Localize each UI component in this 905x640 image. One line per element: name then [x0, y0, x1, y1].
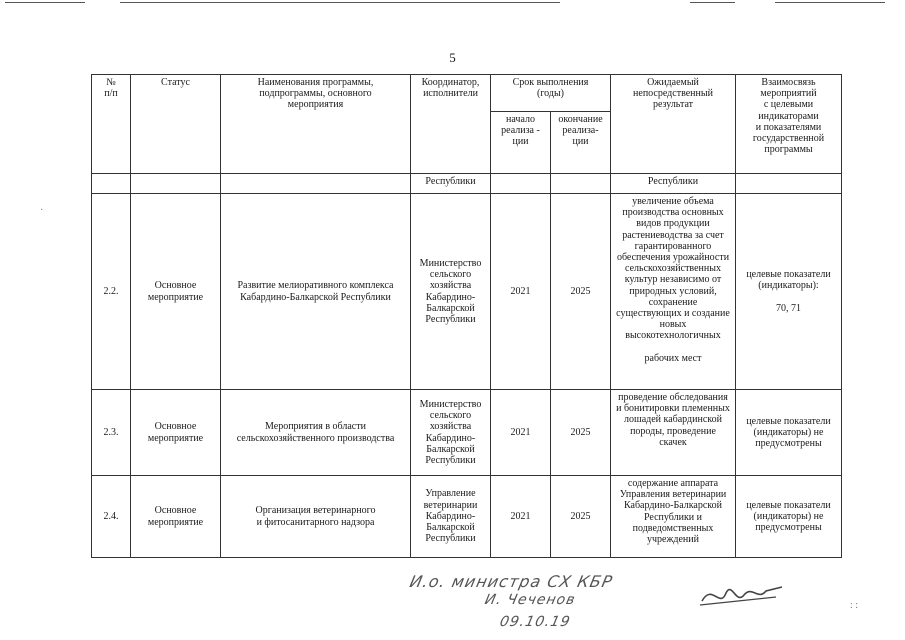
cell-coordinator: Министерство сельского хозяйства Кабардино- Балкарской Республики	[411, 194, 491, 390]
cell-empty	[131, 174, 221, 194]
scan-line	[5, 2, 85, 3]
cell-num: 2.2.	[92, 194, 131, 390]
header-result: Ожидаемый непосредственный результат	[611, 75, 736, 174]
cell-status: Основное мероприятие	[131, 476, 221, 558]
cell-coordinator: Управление ветеринарии Кабардино- Балкарской Республики	[411, 476, 491, 558]
cell-empty	[551, 174, 611, 194]
cell-empty	[491, 174, 551, 194]
table-row	[92, 476, 842, 558]
cell-link: целевые показатели (индикаторы) не предусмотрены	[736, 476, 842, 558]
signature	[696, 575, 786, 615]
cell-end: 2025	[551, 476, 611, 558]
cell-result: Республики	[611, 174, 736, 194]
header-link: Взаимосвязь мероприятий с целевыми индикаторами и показателями государственной программы	[736, 75, 842, 174]
cell-name: Развитие мелиоративного комплекса Кабардино-Балкарской Республики	[221, 194, 411, 390]
scan-speck: ·	[40, 205, 44, 216]
cell-start: 2021	[491, 390, 551, 476]
handwritten-position: И.о. министра СХ КБР	[407, 572, 615, 591]
header-name: Наименования программы, подпрограммы, основного мероприятия	[221, 75, 411, 174]
cell-empty	[736, 174, 842, 194]
cell-name: Мероприятия в области сельскохозяйственного производства	[221, 390, 411, 476]
scan-line	[690, 2, 735, 3]
header-num: № п/п	[92, 75, 131, 174]
measures-table	[91, 74, 842, 558]
header-end: окончание реализа- ции	[551, 112, 611, 174]
scan-line	[120, 2, 560, 3]
handwritten-date: 09.10.19	[498, 614, 573, 630]
scan-line	[775, 2, 885, 3]
header-status: Статус	[131, 75, 221, 174]
cell-result: содержание аппарата Управления ветеринарии Кабардино-Балкарской Республики и подведомственных учреждений	[611, 476, 736, 558]
header-coordinator: Координатор, исполнители	[411, 75, 491, 174]
cell-status: Основное мероприятие	[131, 390, 221, 476]
cell-coordinator: Министерство сельского хозяйства Кабардино- Балкарской Республики	[411, 390, 491, 476]
scan-speck: : :	[850, 600, 859, 611]
cell-start: 2021	[491, 476, 551, 558]
page-number: 5	[449, 50, 456, 65]
cell-empty	[221, 174, 411, 194]
table-row	[92, 390, 842, 476]
cell-num: 2.3.	[92, 390, 131, 476]
cell-empty	[92, 174, 131, 194]
cell-result: увеличение объема производства основных видов продукции растениеводства за счет гарантированного обеспечения урожайности сельскохозяйственных культур независимо от природных условий, сохранение существующих и создание новых высокотехнологичных рабочих мест	[611, 194, 736, 390]
cell-status: Основное мероприятие	[131, 194, 221, 390]
header-term: Срок выполнения (годы)	[491, 75, 611, 112]
cell-end: 2025	[551, 390, 611, 476]
cell-result: проведение обследования и бонитировки племенных лошадей кабардинской породы, проведение скачек	[611, 390, 736, 476]
table-row	[92, 194, 842, 390]
cell-start: 2021	[491, 194, 551, 390]
cell-end: 2025	[551, 194, 611, 390]
header-start: начало реализа - ции	[491, 112, 551, 174]
table-header-row	[92, 75, 842, 112]
cell-link: целевые показатели (индикаторы): 70, 71	[736, 194, 842, 390]
continuation-row	[92, 174, 842, 194]
cell-link: целевые показатели (индикаторы) не предусмотрены	[736, 390, 842, 476]
cell-coordinator: Республики	[411, 174, 491, 194]
handwritten-name: И. Чеченов	[483, 592, 578, 608]
cell-name: Организация ветеринарного и фитосанитарного надзора	[221, 476, 411, 558]
cell-num: 2.4.	[92, 476, 131, 558]
